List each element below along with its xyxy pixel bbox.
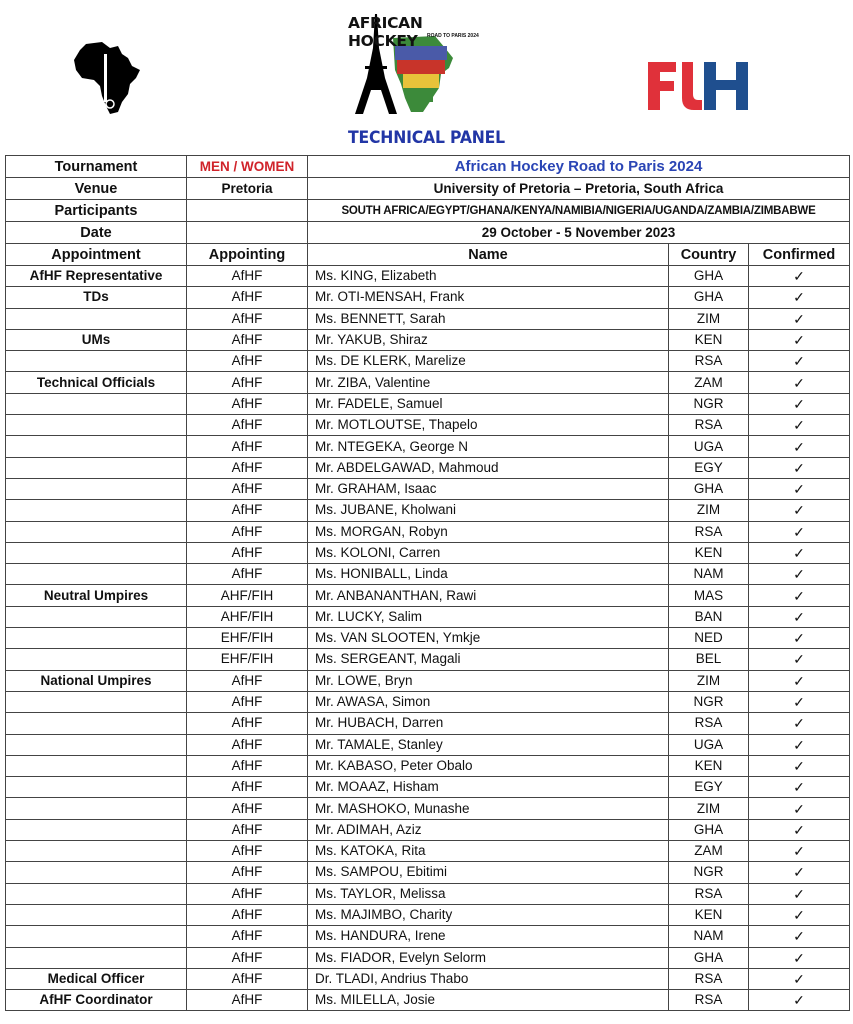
- country-cell: GHA: [669, 266, 749, 287]
- appointing-cell: AfHF: [187, 968, 308, 989]
- country-cell: NED: [669, 628, 749, 649]
- name-cell: Ms. MAJIMBO, Charity: [308, 904, 669, 925]
- column-header-row: [6, 244, 850, 266]
- country-cell: KEN: [669, 755, 749, 776]
- country-cell: EGY: [669, 457, 749, 478]
- country-cell: GHA: [669, 287, 749, 308]
- country-cell: NAM: [669, 564, 749, 585]
- name-cell: Ms. SERGEANT, Magali: [308, 649, 669, 670]
- table-row: [6, 777, 850, 798]
- appointing-cell: AfHF: [187, 372, 308, 393]
- table-row: [6, 947, 850, 968]
- appointment-cell: [6, 904, 187, 925]
- name-cell: Mr. OTI-MENSAH, Frank: [308, 287, 669, 308]
- appointing-cell: AfHF: [187, 755, 308, 776]
- confirmed-check-icon: ✓: [749, 415, 850, 436]
- technical-panel-table: [5, 155, 850, 1011]
- country-cell: RSA: [669, 713, 749, 734]
- country-cell: RSA: [669, 351, 749, 372]
- table-row: [6, 649, 850, 670]
- appointment-cell: [6, 500, 187, 521]
- appointing-cell: AfHF: [187, 436, 308, 457]
- appointing-cell: AfHF: [187, 329, 308, 350]
- country-cell: UGA: [669, 436, 749, 457]
- name-cell: Ms. TAYLOR, Melissa: [308, 883, 669, 904]
- confirmed-check-icon: ✓: [749, 947, 850, 968]
- column-header-country: Country: [669, 244, 749, 266]
- table-row: [6, 415, 850, 436]
- appointing-cell: AfHF: [187, 670, 308, 691]
- appointing-cell: AfHF: [187, 393, 308, 414]
- table-row: [6, 585, 850, 606]
- appointment-cell: [6, 649, 187, 670]
- country-cell: ZIM: [669, 798, 749, 819]
- venue-full: University of Pretoria – Pretoria, South Africa: [308, 178, 850, 200]
- table-row: [6, 500, 850, 521]
- table-row: [6, 990, 850, 1011]
- table-row: [6, 926, 850, 947]
- official-rows: [6, 266, 850, 1011]
- confirmed-check-icon: ✓: [749, 585, 850, 606]
- table-row: [6, 393, 850, 414]
- confirmed-check-icon: ✓: [749, 266, 850, 287]
- confirmed-check-icon: ✓: [749, 798, 850, 819]
- country-cell: NGR: [669, 862, 749, 883]
- page-title: TECHNICAL PANEL: [348, 128, 505, 148]
- confirmed-check-icon: ✓: [749, 351, 850, 372]
- date-empty: [187, 222, 308, 244]
- name-cell: Mr. KABASO, Peter Obalo: [308, 755, 669, 776]
- appointment-cell: [6, 819, 187, 840]
- venue-city: Pretoria: [187, 178, 308, 200]
- participants-value: SOUTH AFRICA/EGYPT/GHANA/KENYA/NAMIBIA/NIGERIA/UGANDA/ZAMBIA/ZIMBABWE: [308, 200, 850, 222]
- country-cell: ZIM: [669, 670, 749, 691]
- confirmed-check-icon: ✓: [749, 926, 850, 947]
- name-cell: Ms. BENNETT, Sarah: [308, 308, 669, 329]
- country-cell: ZAM: [669, 372, 749, 393]
- country-cell: NAM: [669, 926, 749, 947]
- name-cell: Mr. ZIBA, Valentine: [308, 372, 669, 393]
- country-cell: EGY: [669, 777, 749, 798]
- column-header-name: Name: [308, 244, 669, 266]
- participants-label: Participants: [6, 200, 187, 222]
- country-cell: ZAM: [669, 841, 749, 862]
- table-row: [6, 329, 850, 350]
- table-row: [6, 351, 850, 372]
- tournament-label: Tournament: [6, 156, 187, 178]
- name-cell: Ms. DE KLERK, Marelize: [308, 351, 669, 372]
- appointing-cell: AHF/FIH: [187, 606, 308, 627]
- appointing-cell: AfHF: [187, 351, 308, 372]
- name-cell: Ms. VAN SLOOTEN, Ymkje: [308, 628, 669, 649]
- name-cell: Ms. HANDURA, Irene: [308, 926, 669, 947]
- country-cell: NGR: [669, 691, 749, 712]
- table-row: [6, 862, 850, 883]
- table-row: [6, 457, 850, 478]
- appointing-cell: AfHF: [187, 947, 308, 968]
- table-row: [6, 308, 850, 329]
- african-hockey-road-to-paris-logo: [345, 8, 490, 116]
- confirmed-check-icon: ✓: [749, 777, 850, 798]
- name-cell: Ms. MORGAN, Robyn: [308, 521, 669, 542]
- appointment-cell: UMs: [6, 329, 187, 350]
- appointment-cell: [6, 777, 187, 798]
- confirmed-check-icon: ✓: [749, 542, 850, 563]
- appointment-cell: [6, 926, 187, 947]
- appointing-cell: AfHF: [187, 542, 308, 563]
- appointing-cell: AfHF: [187, 287, 308, 308]
- country-cell: MAS: [669, 585, 749, 606]
- appointment-cell: [6, 798, 187, 819]
- country-cell: GHA: [669, 478, 749, 499]
- name-cell: Mr. AWASA, Simon: [308, 691, 669, 712]
- appointment-cell: [6, 521, 187, 542]
- appointment-cell: [6, 883, 187, 904]
- confirmed-check-icon: ✓: [749, 862, 850, 883]
- appointing-cell: AfHF: [187, 926, 308, 947]
- table-row: [6, 691, 850, 712]
- center-logo-subtitle: ROAD TO PARIS 2024: [427, 33, 479, 39]
- confirmed-check-icon: ✓: [749, 500, 850, 521]
- appointing-cell: AfHF: [187, 500, 308, 521]
- name-cell: Ms. KING, Elizabeth: [308, 266, 669, 287]
- appointing-cell: AfHF: [187, 777, 308, 798]
- table-row: [6, 521, 850, 542]
- appointing-cell: AfHF: [187, 478, 308, 499]
- name-cell: Mr. YAKUB, Shiraz: [308, 329, 669, 350]
- country-cell: RSA: [669, 415, 749, 436]
- appointing-cell: AfHF: [187, 713, 308, 734]
- table-row: [6, 734, 850, 755]
- venue-row: [6, 178, 850, 200]
- date-value: 29 October - 5 November 2023: [308, 222, 850, 244]
- name-cell: Mr. HUBACH, Darren: [308, 713, 669, 734]
- name-cell: Mr. MASHOKO, Munashe: [308, 798, 669, 819]
- name-cell: Ms. KATOKA, Rita: [308, 841, 669, 862]
- appointment-cell: TDs: [6, 287, 187, 308]
- table-row: [6, 841, 850, 862]
- appointment-cell: [6, 393, 187, 414]
- country-cell: GHA: [669, 947, 749, 968]
- venue-label: Venue: [6, 178, 187, 200]
- fih-logo-icon: [646, 60, 752, 112]
- appointing-cell: AfHF: [187, 841, 308, 862]
- confirmed-check-icon: ✓: [749, 372, 850, 393]
- confirmed-check-icon: ✓: [749, 670, 850, 691]
- appointment-cell: [6, 713, 187, 734]
- appointing-cell: AfHF: [187, 798, 308, 819]
- tournament-name: African Hockey Road to Paris 2024: [308, 156, 850, 178]
- table-row: [6, 968, 850, 989]
- table-row: [6, 478, 850, 499]
- center-logo-title: AFRICAN HOCKEY: [348, 14, 423, 50]
- name-cell: Ms. KOLONI, Carren: [308, 542, 669, 563]
- appointment-cell: AfHF Coordinator: [6, 990, 187, 1011]
- name-cell: Ms. HONIBALL, Linda: [308, 564, 669, 585]
- appointing-cell: AHF/FIH: [187, 585, 308, 606]
- table-row: [6, 542, 850, 563]
- appointing-cell: AfHF: [187, 457, 308, 478]
- confirmed-check-icon: ✓: [749, 521, 850, 542]
- confirmed-check-icon: ✓: [749, 883, 850, 904]
- appointing-cell: AfHF: [187, 266, 308, 287]
- name-cell: Mr. LUCKY, Salim: [308, 606, 669, 627]
- appointing-cell: AfHF: [187, 564, 308, 585]
- country-cell: BAN: [669, 606, 749, 627]
- confirmed-check-icon: ✓: [749, 606, 850, 627]
- name-cell: Mr. ABDELGAWAD, Mahmoud: [308, 457, 669, 478]
- appointment-cell: [6, 755, 187, 776]
- table-row: [6, 564, 850, 585]
- africa-hockey-federation-logo-icon: [72, 40, 142, 116]
- name-cell: Mr. TAMALE, Stanley: [308, 734, 669, 755]
- name-cell: Mr. NTEGEKA, George N: [308, 436, 669, 457]
- table-row: [6, 670, 850, 691]
- confirmed-check-icon: ✓: [749, 287, 850, 308]
- confirmed-check-icon: ✓: [749, 691, 850, 712]
- name-cell: Ms. JUBANE, Kholwani: [308, 500, 669, 521]
- appointment-cell: [6, 628, 187, 649]
- country-cell: RSA: [669, 990, 749, 1011]
- country-cell: NGR: [669, 393, 749, 414]
- appointing-cell: AfHF: [187, 862, 308, 883]
- appointment-cell: National Umpires: [6, 670, 187, 691]
- name-cell: Mr. ANBANANTHAN, Rawi: [308, 585, 669, 606]
- confirmed-check-icon: ✓: [749, 968, 850, 989]
- table-row: [6, 883, 850, 904]
- appointing-cell: AfHF: [187, 308, 308, 329]
- table-row: [6, 436, 850, 457]
- appointment-cell: [6, 478, 187, 499]
- tournament-row: [6, 156, 850, 178]
- column-header-confirmed: Confirmed: [749, 244, 850, 266]
- table-row: [6, 798, 850, 819]
- tournament-category: MEN / WOMEN: [187, 156, 308, 178]
- confirmed-check-icon: ✓: [749, 755, 850, 776]
- appointment-cell: [6, 862, 187, 883]
- appointment-cell: [6, 734, 187, 755]
- confirmed-check-icon: ✓: [749, 564, 850, 585]
- appointing-cell: AfHF: [187, 691, 308, 712]
- country-cell: ZIM: [669, 500, 749, 521]
- country-cell: KEN: [669, 542, 749, 563]
- country-cell: BEL: [669, 649, 749, 670]
- appointment-cell: [6, 542, 187, 563]
- table-row: [6, 628, 850, 649]
- appointment-cell: [6, 351, 187, 372]
- appointment-cell: [6, 308, 187, 329]
- appointment-cell: [6, 564, 187, 585]
- confirmed-check-icon: ✓: [749, 457, 850, 478]
- confirmed-check-icon: ✓: [749, 904, 850, 925]
- date-label: Date: [6, 222, 187, 244]
- confirmed-check-icon: ✓: [749, 734, 850, 755]
- appointment-cell: [6, 691, 187, 712]
- confirmed-check-icon: ✓: [749, 308, 850, 329]
- name-cell: Mr. ADIMAH, Aziz: [308, 819, 669, 840]
- name-cell: Mr. FADELE, Samuel: [308, 393, 669, 414]
- confirmed-check-icon: ✓: [749, 329, 850, 350]
- country-cell: GHA: [669, 819, 749, 840]
- confirmed-check-icon: ✓: [749, 841, 850, 862]
- confirmed-check-icon: ✓: [749, 649, 850, 670]
- appointment-cell: [6, 415, 187, 436]
- table-row: [6, 904, 850, 925]
- confirmed-check-icon: ✓: [749, 990, 850, 1011]
- table-row: [6, 372, 850, 393]
- table-row: [6, 266, 850, 287]
- country-cell: KEN: [669, 904, 749, 925]
- confirmed-check-icon: ✓: [749, 628, 850, 649]
- confirmed-check-icon: ✓: [749, 393, 850, 414]
- logo-header: [0, 0, 853, 128]
- confirmed-check-icon: ✓: [749, 478, 850, 499]
- column-header-appointment: Appointment: [6, 244, 187, 266]
- table-row: [6, 606, 850, 627]
- appointment-cell: Medical Officer: [6, 968, 187, 989]
- appointment-cell: AfHF Representative: [6, 266, 187, 287]
- appointing-cell: AfHF: [187, 819, 308, 840]
- name-cell: Ms. MILELLA, Josie: [308, 990, 669, 1011]
- appointment-cell: [6, 947, 187, 968]
- appointing-cell: AfHF: [187, 521, 308, 542]
- appointment-cell: [6, 841, 187, 862]
- country-cell: ZIM: [669, 308, 749, 329]
- appointing-cell: EHF/FIH: [187, 649, 308, 670]
- country-cell: RSA: [669, 968, 749, 989]
- name-cell: Mr. GRAHAM, Isaac: [308, 478, 669, 499]
- appointment-cell: Technical Officials: [6, 372, 187, 393]
- table-row: [6, 713, 850, 734]
- confirmed-check-icon: ✓: [749, 436, 850, 457]
- appointment-cell: [6, 606, 187, 627]
- date-row: [6, 222, 850, 244]
- participants-empty: [187, 200, 308, 222]
- name-cell: Mr. LOWE, Bryn: [308, 670, 669, 691]
- country-cell: RSA: [669, 521, 749, 542]
- name-cell: Mr. MOAAZ, Hisham: [308, 777, 669, 798]
- appointing-cell: AfHF: [187, 734, 308, 755]
- appointment-cell: [6, 436, 187, 457]
- name-cell: Mr. MOTLOUTSE, Thapelo: [308, 415, 669, 436]
- participants-row: [6, 200, 850, 222]
- appointing-cell: AfHF: [187, 904, 308, 925]
- appointing-cell: AfHF: [187, 883, 308, 904]
- country-cell: KEN: [669, 329, 749, 350]
- table-row: [6, 287, 850, 308]
- name-cell: Dr. TLADI, Andrius Thabo: [308, 968, 669, 989]
- appointing-cell: EHF/FIH: [187, 628, 308, 649]
- column-header-appointing: Appointing: [187, 244, 308, 266]
- appointing-cell: AfHF: [187, 415, 308, 436]
- country-cell: RSA: [669, 883, 749, 904]
- table-row: [6, 819, 850, 840]
- appointment-cell: Neutral Umpires: [6, 585, 187, 606]
- confirmed-check-icon: ✓: [749, 713, 850, 734]
- appointing-cell: AfHF: [187, 990, 308, 1011]
- name-cell: Ms. SAMPOU, Ebitimi: [308, 862, 669, 883]
- country-cell: UGA: [669, 734, 749, 755]
- appointment-cell: [6, 457, 187, 478]
- confirmed-check-icon: ✓: [749, 819, 850, 840]
- name-cell: Ms. FIADOR, Evelyn Selorm: [308, 947, 669, 968]
- table-row: [6, 755, 850, 776]
